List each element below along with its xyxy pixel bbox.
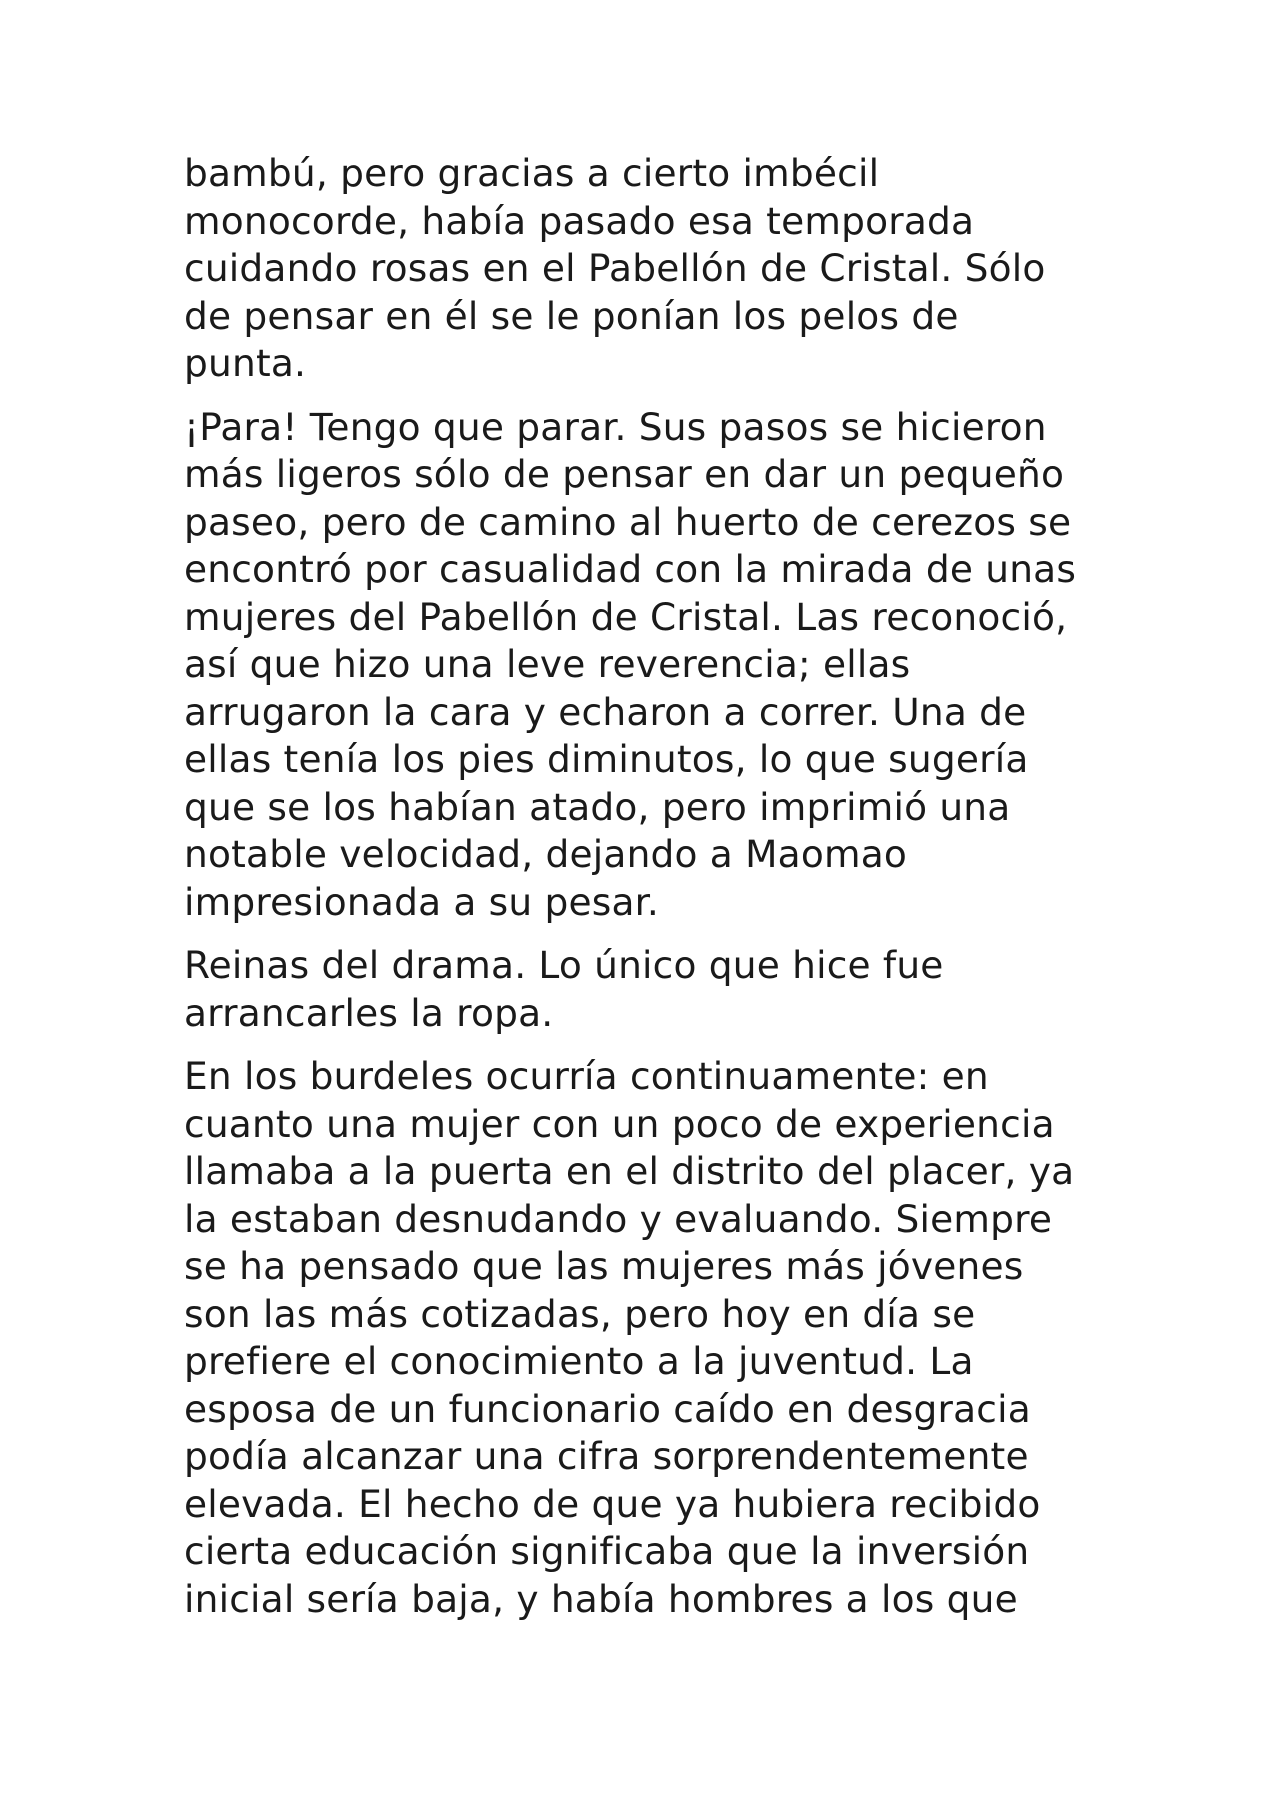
text-line: son las más cotizadas, pero hoy en día se — [184, 1291, 976, 1336]
text-line: de pensar en él se le ponían los pelos de — [184, 293, 959, 338]
paragraph-1 — [184, 150, 1124, 388]
text-line: ¡Para! Tengo que parar. Sus pasos se hicieron — [184, 404, 1047, 449]
text-line: podía alcanzar una cifra sorprendentemente — [184, 1434, 1029, 1478]
text-line: punta. — [184, 341, 307, 385]
text-line: se ha pensado que las mujeres más jóvenes — [184, 1244, 1024, 1288]
text-line: En los burdeles ocurría continuamente: en — [184, 1054, 989, 1098]
text-line: ellas tenía los pies diminutos, lo que sugería — [184, 737, 1029, 781]
text-line: elevada. El hecho de que ya hubiera recibido — [184, 1481, 1041, 1526]
text-line: arrugaron la cara y echaron a correr. Una de — [184, 689, 1027, 734]
text-line: inicial sería baja, y había hombres a los que — [184, 1576, 1018, 1621]
text-line: cuidando rosas en el Pabellón de Cristal. Sólo — [184, 246, 1046, 290]
text-line: encontró por casualidad con la mirada de unas — [184, 547, 1077, 591]
text-line: prefiere el conocimiento a la juventud. La — [184, 1339, 974, 1383]
paragraph-3 — [184, 942, 1124, 1037]
text-line: bambú, pero gracias a cierto imbécil — [184, 151, 880, 195]
text-line: esposa de un funcionario caído en desgracia — [184, 1386, 1031, 1431]
text-line: notable velocidad, dejando a Maomao — [184, 832, 908, 876]
paragraph-2 — [184, 404, 1124, 927]
text-line: paseo, pero de camino al huerto de cerezos se — [184, 499, 1072, 544]
text-line: más ligeros sólo de pensar en dar un pequeño — [184, 452, 1065, 496]
text-line: así que hizo una leve reverencia; ellas — [184, 642, 911, 686]
paragraph-4 — [184, 1053, 1124, 1623]
text-line: impresionada a su pesar. — [184, 879, 659, 924]
text-line: monocorde, había pasado esa temporada — [184, 198, 975, 243]
text-line: arrancarles la ropa. — [184, 990, 554, 1035]
body-text — [184, 150, 1124, 1639]
text-line: que se los habían atado, pero imprimió una — [184, 784, 1011, 829]
text-line: la estaban desnudando y evaluando. Siempre — [184, 1196, 1053, 1241]
text-line: cuanto una mujer con un poco de experiencia — [184, 1101, 1055, 1146]
text-line: Reinas del drama. Lo único que hice fue — [184, 943, 944, 987]
text-line: mujeres del Pabellón de Cristal. Las reconoció, — [184, 594, 1068, 639]
text-line: cierta educación significaba que la inversión — [184, 1529, 1030, 1573]
text-line: llamaba a la puerta en el distrito del placer, ya — [184, 1149, 1075, 1193]
